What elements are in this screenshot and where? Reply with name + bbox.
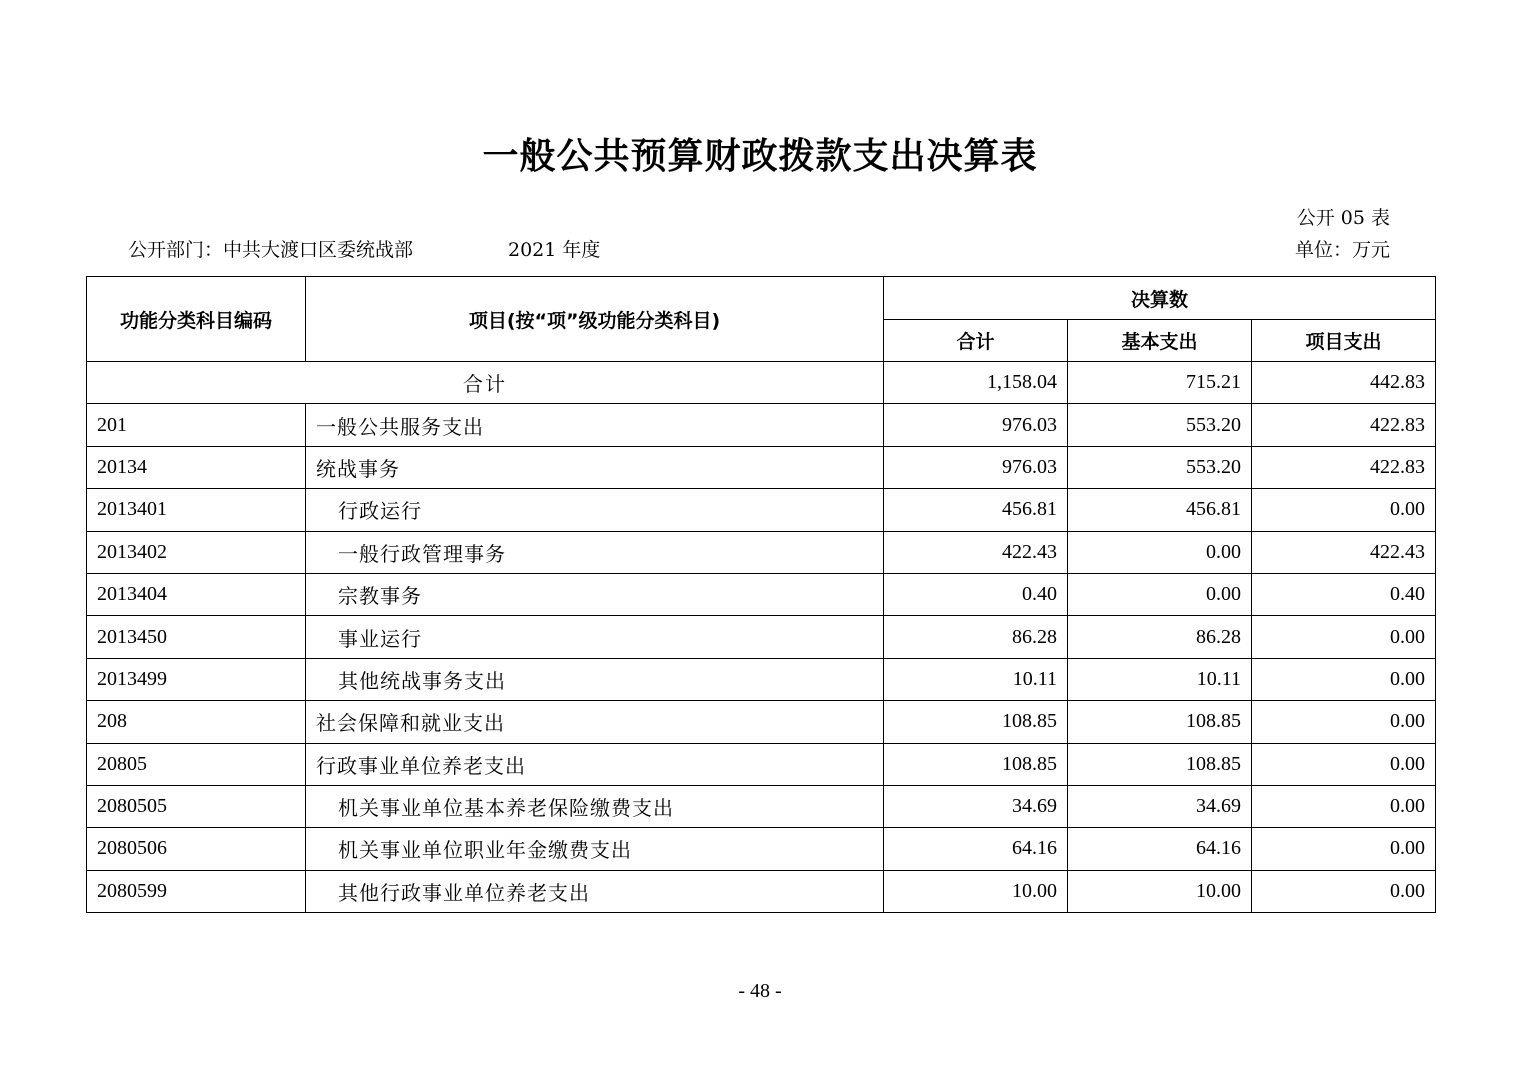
row-basic: 34.69 bbox=[1068, 785, 1252, 827]
row-item: 其他行政事业单位养老支出 bbox=[306, 870, 884, 912]
table-row bbox=[87, 701, 1436, 743]
row-code: 2080505 bbox=[87, 785, 306, 827]
row-code: 2080599 bbox=[87, 870, 306, 912]
page-title: 一般公共预算财政拨款支出决算表 bbox=[482, 136, 1038, 177]
row-basic: 10.11 bbox=[1068, 658, 1252, 700]
row-item: 一般公共服务支出 bbox=[306, 404, 884, 446]
row-total: 64.16 bbox=[884, 828, 1068, 870]
header-total: 合计 bbox=[884, 320, 1068, 362]
row-basic: 108.85 bbox=[1068, 743, 1252, 785]
row-code: 201 bbox=[87, 404, 306, 446]
table-row bbox=[87, 446, 1436, 488]
page-number: - 48 - bbox=[738, 980, 782, 1002]
row-code: 2013499 bbox=[87, 658, 306, 700]
row-item: 机关事业单位职业年金缴费支出 bbox=[306, 828, 884, 870]
row-code: 2080506 bbox=[87, 828, 306, 870]
row-basic: 553.20 bbox=[1068, 404, 1252, 446]
row-project: 422.43 bbox=[1252, 531, 1436, 573]
row-code: 2013401 bbox=[87, 489, 306, 531]
row-project: 0.00 bbox=[1252, 870, 1436, 912]
row-code: 2013402 bbox=[87, 531, 306, 573]
row-basic: 64.16 bbox=[1068, 828, 1252, 870]
row-project: 0.00 bbox=[1252, 489, 1436, 531]
row-total: 976.03 bbox=[884, 404, 1068, 446]
expenditure-table bbox=[86, 276, 1436, 913]
row-total: 0.40 bbox=[884, 573, 1068, 615]
unit-label: 单位：万元 bbox=[1294, 239, 1390, 261]
table-row bbox=[87, 870, 1436, 912]
header-project: 项目支出 bbox=[1252, 320, 1436, 362]
header-basic: 基本支出 bbox=[1068, 320, 1252, 362]
total-label: 合计 bbox=[87, 362, 884, 404]
row-item: 一般行政管理事务 bbox=[306, 531, 884, 573]
row-code: 20134 bbox=[87, 446, 306, 488]
row-total: 86.28 bbox=[884, 616, 1068, 658]
table-row bbox=[87, 743, 1436, 785]
row-total: 108.85 bbox=[884, 701, 1068, 743]
row-project: 422.83 bbox=[1252, 404, 1436, 446]
row-basic: 0.00 bbox=[1068, 573, 1252, 615]
department-label: 公开部门：中共大渡口区委统战部 bbox=[128, 239, 414, 261]
row-project: 422.83 bbox=[1252, 446, 1436, 488]
row-item: 统战事务 bbox=[306, 446, 884, 488]
total-basic: 715.21 bbox=[1068, 362, 1252, 404]
row-basic: 108.85 bbox=[1068, 701, 1252, 743]
row-project: 0.00 bbox=[1252, 785, 1436, 827]
row-project: 0.00 bbox=[1252, 743, 1436, 785]
row-basic: 86.28 bbox=[1068, 616, 1252, 658]
header-item: 项目(按“项”级功能分类科目) bbox=[306, 277, 884, 362]
total-project: 442.83 bbox=[1252, 362, 1436, 404]
row-item: 行政事业单位养老支出 bbox=[306, 743, 884, 785]
row-item: 机关事业单位基本养老保险缴费支出 bbox=[306, 785, 884, 827]
row-total: 976.03 bbox=[884, 446, 1068, 488]
row-total: 108.85 bbox=[884, 743, 1068, 785]
row-item: 其他统战事务支出 bbox=[306, 658, 884, 700]
row-code: 208 bbox=[87, 701, 306, 743]
row-code: 2013404 bbox=[87, 573, 306, 615]
header-code: 功能分类科目编码 bbox=[87, 277, 306, 362]
table-row bbox=[87, 616, 1436, 658]
table-row bbox=[87, 404, 1436, 446]
table-row bbox=[87, 531, 1436, 573]
row-project: 0.40 bbox=[1252, 573, 1436, 615]
row-total: 10.00 bbox=[884, 870, 1068, 912]
row-total: 456.81 bbox=[884, 489, 1068, 531]
header-settlement: 决算数 bbox=[884, 277, 1436, 320]
year-label: 2021 年度 bbox=[508, 239, 601, 261]
table-row-total bbox=[87, 362, 1436, 404]
row-basic: 456.81 bbox=[1068, 489, 1252, 531]
table-row bbox=[87, 573, 1436, 615]
row-project: 0.00 bbox=[1252, 828, 1436, 870]
form-number: 公开 05 表 bbox=[1296, 207, 1390, 229]
table-row bbox=[87, 828, 1436, 870]
row-total: 422.43 bbox=[884, 531, 1068, 573]
total-sum: 1,158.04 bbox=[884, 362, 1068, 404]
row-basic: 10.00 bbox=[1068, 870, 1252, 912]
row-item: 行政运行 bbox=[306, 489, 884, 531]
row-item: 宗教事务 bbox=[306, 573, 884, 615]
row-code: 2013450 bbox=[87, 616, 306, 658]
row-item: 事业运行 bbox=[306, 616, 884, 658]
row-project: 0.00 bbox=[1252, 658, 1436, 700]
row-project: 0.00 bbox=[1252, 616, 1436, 658]
row-code: 20805 bbox=[87, 743, 306, 785]
row-total: 10.11 bbox=[884, 658, 1068, 700]
row-basic: 0.00 bbox=[1068, 531, 1252, 573]
table-row bbox=[87, 489, 1436, 531]
table-row bbox=[87, 658, 1436, 700]
row-item: 社会保障和就业支出 bbox=[306, 701, 884, 743]
row-project: 0.00 bbox=[1252, 701, 1436, 743]
row-basic: 553.20 bbox=[1068, 446, 1252, 488]
table-row bbox=[87, 785, 1436, 827]
row-total: 34.69 bbox=[884, 785, 1068, 827]
